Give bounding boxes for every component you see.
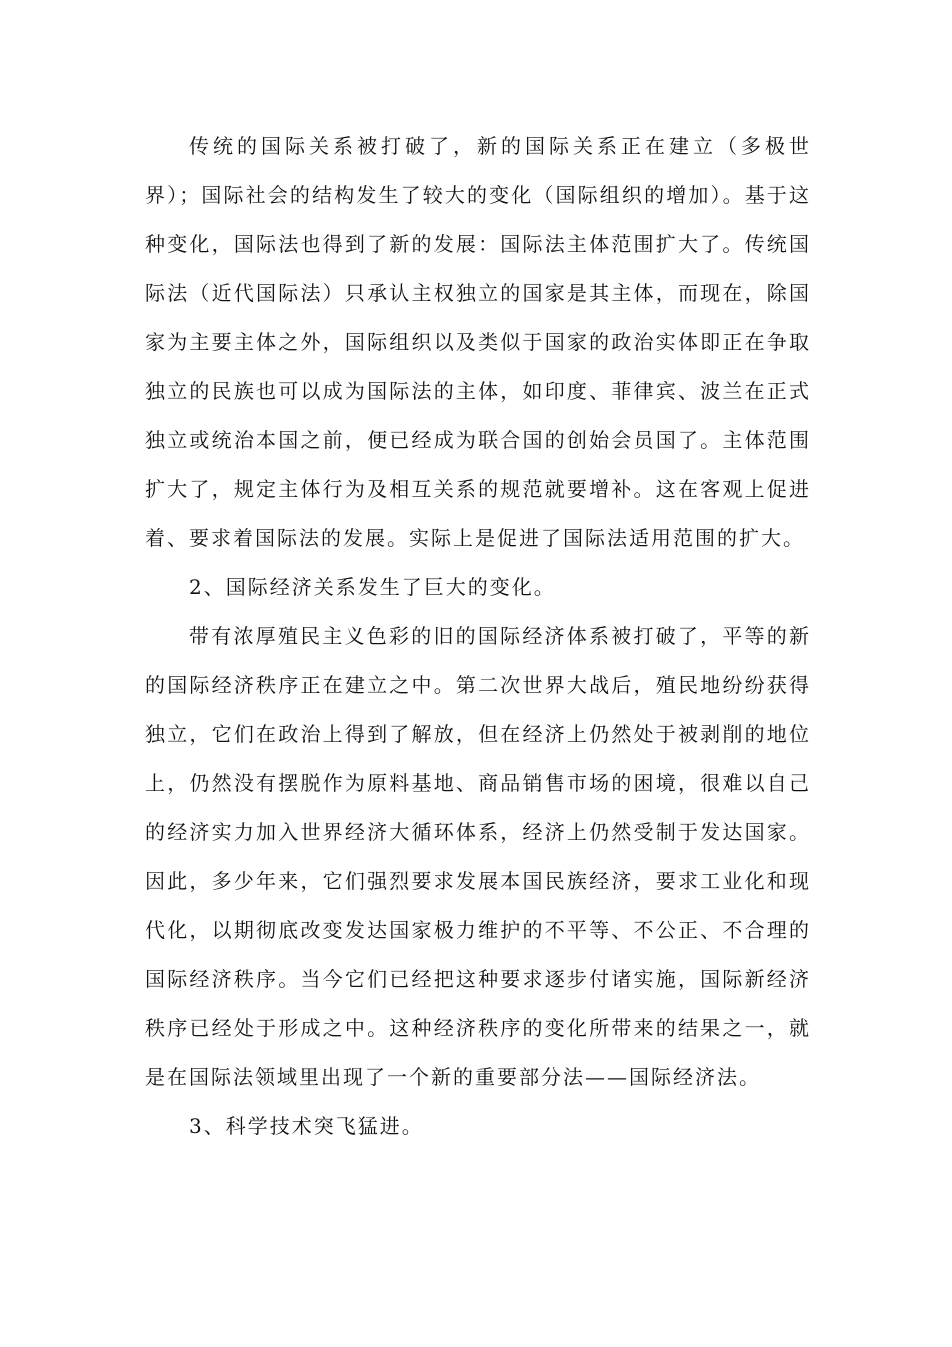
paragraph-international-economy: 带有浓厚殖民主义色彩的旧的国际经济体系被打破了，平等的新的国际经济秩序正在建立之中。第二次世界大战后，殖民地纷纷获得独立，它们在政治上得到了解放，但在经济上仍然处于被剥削的地位上，仍然没有摆脱作为原料基地、商品销售市场的困境，很难以自己的经济实力加入世界经济大循环体系，经济上仍然受制于发达国家。因此，多少年来，它们强烈要求发展本国民族经济，要求工业化和现代化，以期彻底改变发达国家极力维护的不平等、不公正、不合理的国际经济秩序。当今它们已经把这种要求逐步付诸实施，国际新经济秩序已经处于形成之中。这种经济秩序的变化所带来的结果之一，就是在国际法领域里出现了一个新的重要部分法——国际经济法。 <box>145 624 811 1089</box>
section-heading-2: 2、国际经济关系发生了巨大的变化。 <box>189 575 556 599</box>
paragraph-international-relations: 传统的国际关系被打破了，新的国际关系正在建立（多极世界）；国际社会的结构发生了较大的变化（国际组织的增加）。基于这种变化，国际法也得到了新的发展：国际法主体范围扩大了。传统国际法（近代国际法）只承认主权独立的国家是其主体，而现在，除国家为主要主体之外，国际组织以及类似于国家的政治实体即正在争取独立的民族也可以成为国际法的主体，如印度、菲律宾、波兰在正式独立或统治本国之前，便已经成为联合国的创始会员国了。主体范围扩大了，规定主体行为及相互关系的规范就要增补。这在客观上促进着、要求着国际法的发展。实际上是促进了国际法适用范围的扩大。 <box>145 134 811 550</box>
section-heading-3: 3、科学技术突飞猛进。 <box>189 1114 424 1138</box>
document-page <box>145 122 811 1151</box>
